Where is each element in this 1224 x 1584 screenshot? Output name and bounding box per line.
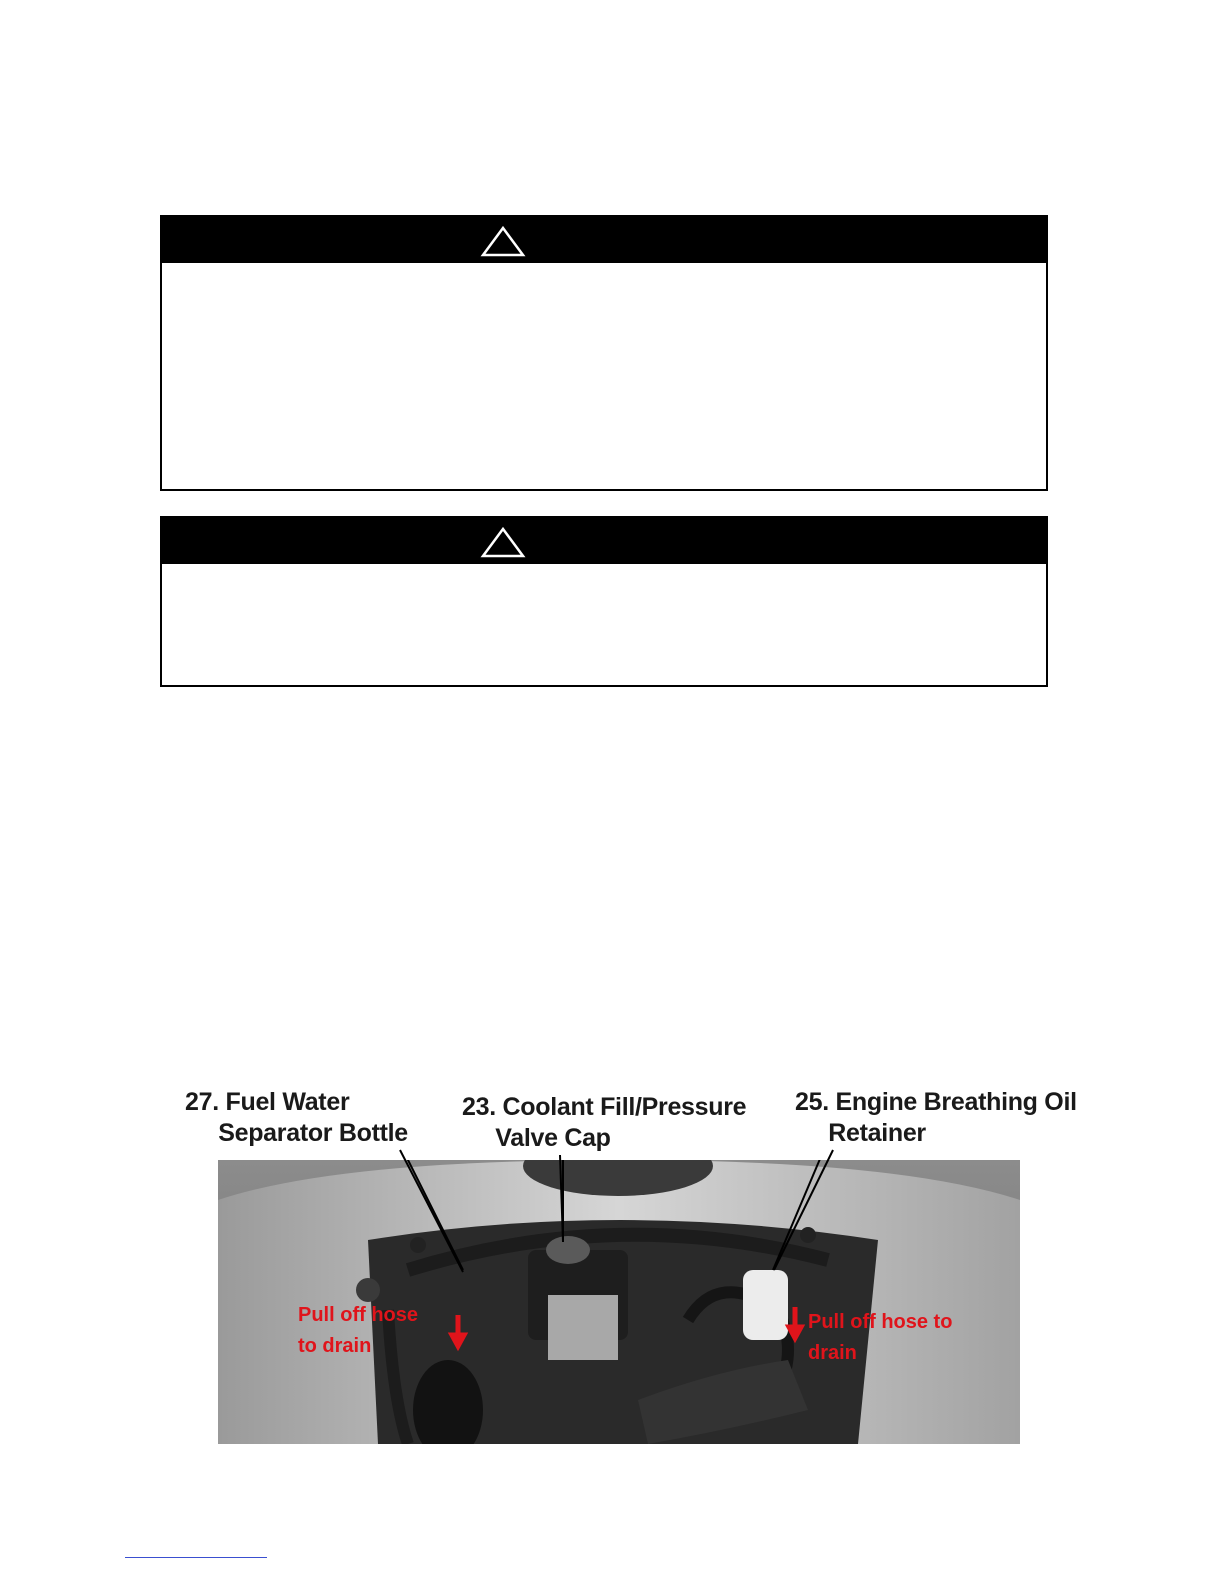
label-coolant-fill-cap: 23. Coolant Fill/Pressure Valve Cap	[462, 1093, 747, 1152]
drain-note-left: Pull off hose to drain	[298, 1304, 418, 1357]
drain-note-right: Pull off hose to drain	[808, 1311, 953, 1364]
footer-rule	[125, 1557, 267, 1558]
label-fuel-water-separator: 27. Fuel Water Separator Bottle	[185, 1088, 408, 1147]
label-engine-breathing-oil: 25. Engine Breathing Oil Retainer	[795, 1088, 1077, 1147]
